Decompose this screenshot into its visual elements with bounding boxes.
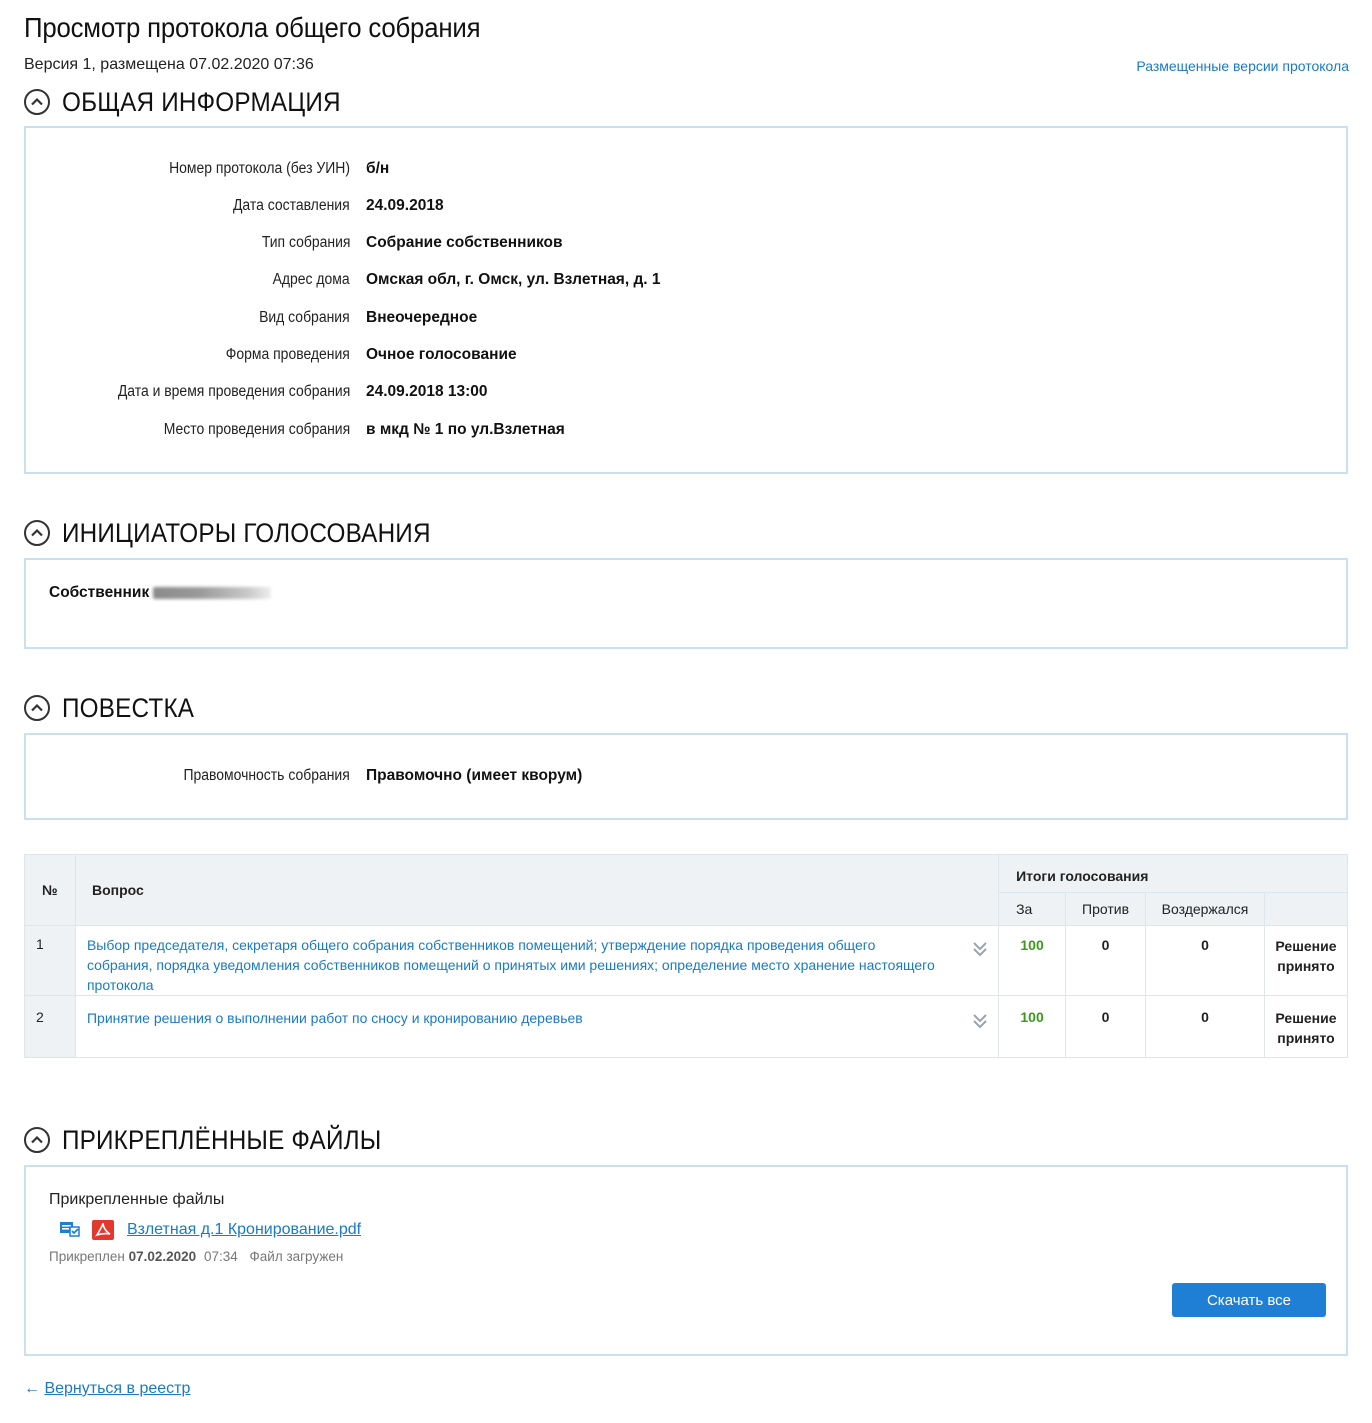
- collapse-toggle-icon[interactable]: [24, 1127, 50, 1153]
- attached-file-link[interactable]: Взлетная д.1 Кронирование.pdf: [127, 1221, 362, 1238]
- info-value: Очное голосование: [366, 346, 517, 363]
- agenda-table: [24, 854, 1348, 1058]
- attached-time: 07:34: [203, 1249, 238, 1264]
- back-link-label: Вернуться в реестр: [44, 1380, 191, 1397]
- col-header-for: За: [999, 893, 1066, 926]
- col-header-against: Против: [1066, 893, 1146, 926]
- votes-against: 0: [1066, 996, 1146, 1058]
- general-info-panel: [24, 126, 1348, 474]
- expand-chevron-icon[interactable]: [972, 1012, 988, 1030]
- section-title-general: ОБЩАЯ ИНФОРМАЦИЯ: [62, 86, 341, 117]
- row-number: 2: [25, 996, 76, 1058]
- info-row-date: [26, 197, 1346, 219]
- info-label: Форма проведения: [225, 346, 350, 363]
- info-label: Номер протокола (без УИН): [169, 160, 350, 177]
- info-row-legitimacy: [26, 767, 1346, 789]
- info-value: 24.09.2018: [366, 197, 444, 214]
- attached-label: Прикреплен: [49, 1249, 125, 1264]
- col-header-abstained: Воздержался: [1146, 893, 1265, 926]
- collapse-toggle-icon[interactable]: [24, 520, 50, 546]
- info-value: Омская обл, г. Омск, ул. Взлетная, д. 1: [366, 271, 661, 288]
- legitimacy-panel: [24, 733, 1348, 820]
- file-entry: [59, 1219, 361, 1241]
- back-arrow-icon: ←: [24, 1380, 40, 1397]
- section-header-files: [24, 1123, 417, 1157]
- votes-for: 100: [999, 926, 1066, 996]
- attached-date: 07.02.2020: [128, 1249, 197, 1264]
- decision-status: Решение принято: [1264, 996, 1347, 1058]
- info-value: б/н: [366, 160, 390, 177]
- question-cell: [75, 996, 998, 1058]
- info-value: Собрание собственников: [366, 234, 563, 251]
- table-row: [25, 926, 1348, 996]
- votes-abstained: 0: [1146, 926, 1265, 996]
- back-to-registry-link[interactable]: [24, 1380, 190, 1398]
- col-header-number: №: [25, 855, 76, 926]
- page-title: Просмотр протокола общего собрания: [24, 12, 481, 43]
- info-row-meeting-type: [26, 234, 1346, 256]
- files-panel: [24, 1165, 1348, 1356]
- info-row-meeting-kind: [26, 309, 1346, 331]
- question-link[interactable]: Выбор председателя, секретаря общего собрания собственников помещений; утверждение порядка проведения общего собрания, порядка уведомления собственников помещений о принятых ими решениях; определение место хранение настоящего протокола: [86, 937, 935, 993]
- info-label: Правомочность собрания: [183, 767, 350, 784]
- info-value: Правомочно (имеет кворум): [366, 767, 583, 784]
- info-row-address: [26, 271, 1346, 293]
- info-label: Вид собрания: [259, 309, 350, 326]
- info-row-protocol-number: [26, 160, 1346, 182]
- signature-cert-icon[interactable]: [59, 1220, 81, 1240]
- info-label: Место проведения собрания: [163, 421, 350, 438]
- initiators-panel: [24, 558, 1348, 649]
- section-header-general: [24, 85, 372, 119]
- votes-abstained: 0: [1146, 996, 1265, 1058]
- section-title-agenda: ПОВЕСТКА: [62, 692, 195, 723]
- info-value: в мкд № 1 по ул.Взлетная: [366, 421, 565, 438]
- initiator-label: Собственник: [49, 584, 150, 601]
- info-row-datetime: [26, 383, 1346, 405]
- question-link[interactable]: Принятие решения о выполнении работ по сносу и кронированию деревьев: [86, 1010, 583, 1026]
- info-label: Адрес дома: [272, 271, 350, 288]
- initiator-entry: [49, 584, 271, 602]
- published-versions-link[interactable]: Размещенные версии протокола: [1136, 58, 1349, 74]
- row-number: 1: [25, 926, 76, 996]
- decision-status: Решение принято: [1264, 926, 1347, 996]
- download-all-button[interactable]: Скачать все: [1172, 1283, 1326, 1317]
- collapse-toggle-icon[interactable]: [24, 89, 50, 115]
- pdf-file-icon: [91, 1219, 115, 1241]
- section-title-initiators: ИНИЦИАТОРЫ ГОЛОСОВАНИЯ: [62, 517, 431, 548]
- collapse-toggle-icon[interactable]: [24, 695, 50, 721]
- info-value: Внеочередное: [366, 309, 478, 326]
- info-row-form: [26, 346, 1346, 368]
- version-info: Версия 1, размещена 07.02.2020 07:36: [24, 56, 314, 73]
- file-meta: [49, 1249, 343, 1264]
- info-label: Тип собрания: [261, 234, 350, 251]
- section-header-agenda: [24, 691, 209, 725]
- file-status: Файл загружен: [249, 1249, 344, 1264]
- votes-for: 100: [999, 996, 1066, 1058]
- table-row: [25, 996, 1348, 1058]
- info-value: 24.09.2018 13:00: [366, 383, 488, 400]
- info-row-place: [26, 421, 1346, 443]
- files-caption: Прикрепленные файлы: [49, 1191, 225, 1208]
- info-label: Дата и время проведения собрания: [117, 383, 350, 400]
- votes-against: 0: [1066, 926, 1146, 996]
- section-header-initiators: [24, 516, 472, 550]
- expand-chevron-icon[interactable]: [972, 940, 988, 958]
- redacted-name: [153, 587, 271, 599]
- col-header-results: Итоги голосования: [999, 855, 1348, 893]
- col-header-decision: [1264, 893, 1347, 926]
- section-title-files: ПРИКРЕПЛЁННЫЕ ФАЙЛЫ: [62, 1124, 382, 1155]
- col-header-question: Вопрос: [75, 855, 998, 926]
- info-label: Дата составления: [233, 197, 350, 214]
- question-cell: [75, 926, 998, 996]
